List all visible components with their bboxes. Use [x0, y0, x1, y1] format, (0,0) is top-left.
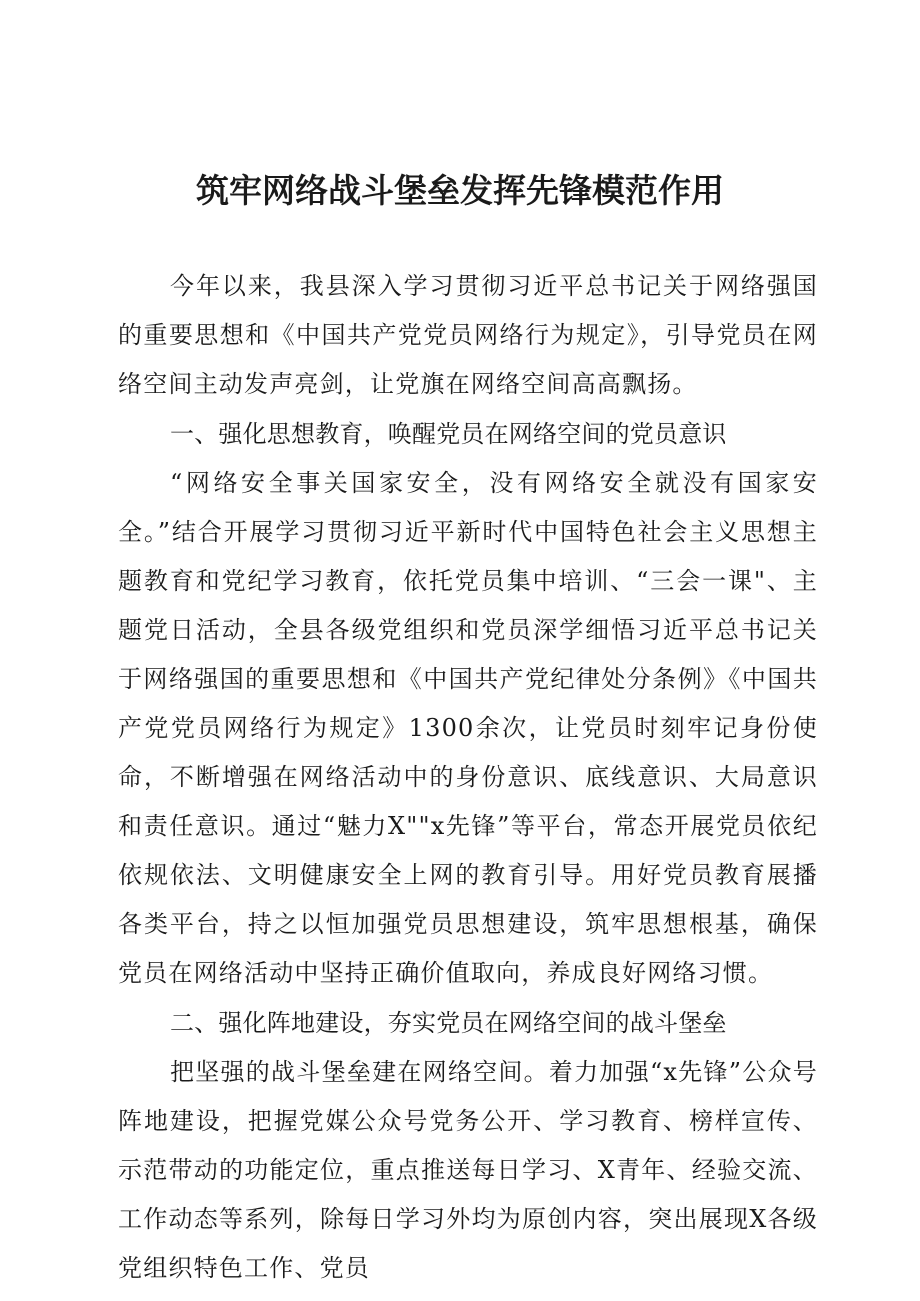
section-2-heading: 二、强化阵地建设，夯实党员在网络空间的战斗堡垒 — [170, 1009, 727, 1037]
section-1-heading: 一、强化思想教育，唤醒党员在网络空间的党员意识 — [170, 420, 727, 448]
section-2-paragraph: 把坚强的战斗堡垒建在网络空间。着力加强“x先锋”公众号阵地建设，把握党媒公众号党务公开、学习教育、榜样宣传、示范带动的功能定位，重点推送每日学习、X青年、经验交流、工作动态等系列，除每日学习外均为原创内容，突出展现X各级党组织特色工作、党员 — [118, 1058, 818, 1282]
section-1-paragraph: “网络安全事关国家安全，没有网络安全就没有国家安全。”结合开展学习贯彻习近平新时代中国特色社会主义思想主题教育和党纪学习教育，依托党员集中培训、“三会一课"、主题党日活动，全县各级党组织和党员深学细悟习近平总书记关于网络强国的重要思想和《中国共产党纪律处分条例》《中国共产党党员网络行为规定》1300余次，让党员时刻牢记身份使命，不断增强在网络活动中的身份意识、底线意识、大局意识和责任意识。通过“魅力X""x先锋”等平台，常态开展党员依纪依规依法、文明健康安全上网的教育引导。用好党员教育展播各类平台，持之以恒加强党员思想建设，筑牢思想根基，确保党员在网络活动中坚持正确价值取向，养成良好网络习惯。 — [118, 469, 818, 987]
document-title: 筑牢网络战斗堡垒发挥先锋模范作用 — [196, 171, 724, 210]
intro-paragraph: 今年以来，我县深入学习贯彻习近平总书记关于网络强国的重要思想和《中国共产党党员网络行为规定》，引导党员在网络空间主动发声亮剑，让党旗在网络空间高高飘扬。 — [118, 272, 818, 398]
document-body — [118, 262, 818, 1293]
